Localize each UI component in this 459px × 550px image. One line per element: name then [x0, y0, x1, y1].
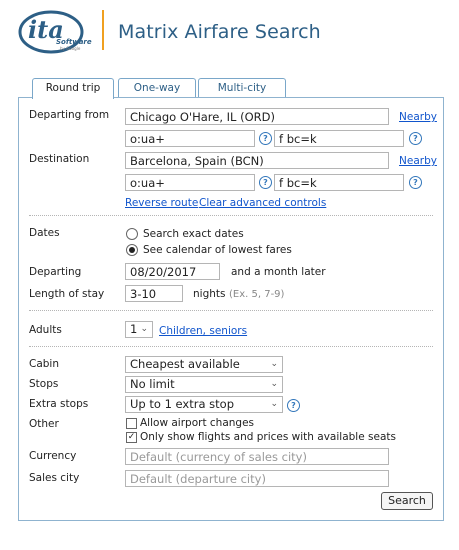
- stops-label: Stops: [29, 378, 59, 390]
- logo-sub: Software: [56, 38, 92, 46]
- exact-dates-label: Search exact dates: [143, 228, 244, 240]
- chevron-down-icon: ⌄: [270, 399, 278, 409]
- currency-input[interactable]: Default (currency of sales city): [125, 448, 389, 465]
- airport-changes-checkbox[interactable]: [126, 418, 137, 429]
- available-seats-checkbox[interactable]: ✓: [127, 432, 136, 442]
- origin-fare-codes-input[interactable]: f bc=k: [274, 130, 404, 147]
- header: [0, 0, 459, 60]
- help-icon[interactable]: ?: [259, 132, 272, 145]
- stops-select[interactable]: [125, 376, 283, 393]
- departing-label: Departing: [29, 266, 82, 278]
- clear-advanced-link[interactable]: Clear advanced controls: [199, 197, 327, 209]
- chevron-down-icon: ⌄: [270, 379, 278, 389]
- month-later-text: and a month later: [231, 266, 326, 278]
- divider: [29, 310, 433, 311]
- dates-label: Dates: [29, 227, 60, 239]
- nights-text: nights: [193, 288, 226, 300]
- stops-value: No limit: [130, 377, 175, 391]
- logo-by: by Google: [60, 46, 81, 51]
- search-button[interactable]: Search: [381, 492, 433, 510]
- destination-input[interactable]: Barcelona, Spain (BCN): [125, 152, 389, 169]
- tab-one-way[interactable]: One-way: [118, 78, 196, 97]
- calendar-dates-label: See calendar of lowest fares: [143, 244, 292, 256]
- sales-city-label: Sales city: [29, 472, 80, 484]
- calendar-dates-radio[interactable]: [126, 244, 138, 256]
- tab-multi-city[interactable]: Multi-city: [198, 78, 286, 97]
- length-of-stay-label: Length of stay: [29, 288, 105, 300]
- chevron-down-icon: ⌄: [270, 359, 278, 369]
- extra-stops-label: Extra stops: [29, 398, 89, 410]
- exact-dates-radio[interactable]: [126, 228, 138, 240]
- adults-label: Adults: [29, 324, 62, 336]
- origin-route-codes-input[interactable]: o:ua+: [125, 130, 255, 147]
- extra-stops-select[interactable]: [125, 396, 283, 413]
- help-icon[interactable]: ?: [259, 176, 272, 189]
- adults-select[interactable]: [125, 321, 153, 338]
- sales-city-input[interactable]: Default (departure city): [125, 470, 389, 487]
- help-icon[interactable]: ?: [409, 176, 422, 189]
- dest-route-codes-input[interactable]: o:ua+: [125, 174, 255, 191]
- chevron-down-icon: ⌄: [140, 324, 148, 334]
- dest-fare-codes-input[interactable]: f bc=k: [274, 174, 404, 191]
- length-of-stay-input[interactable]: 3-10: [125, 285, 183, 302]
- airport-changes-label: Allow airport changes: [140, 417, 255, 429]
- cabin-value: Cheapest available: [130, 357, 240, 371]
- divider: [29, 215, 433, 216]
- other-label: Other: [29, 418, 59, 430]
- origin-nearby-link[interactable]: Nearby: [399, 111, 437, 123]
- divider: [29, 346, 433, 347]
- origin-input[interactable]: Chicago O'Hare, IL (ORD): [125, 108, 389, 125]
- destination-label: Destination: [29, 153, 90, 165]
- departing-date-input[interactable]: 08/20/2017: [125, 263, 220, 280]
- available-seats-label: Only show flights and prices with available seats: [140, 431, 396, 443]
- extra-stops-value: Up to 1 extra stop: [130, 397, 234, 411]
- tab-round-trip[interactable]: Round trip: [32, 78, 114, 99]
- page-title: Matrix Airfare Search: [118, 21, 321, 43]
- stay-example-hint: (Ex. 5, 7-9): [229, 289, 285, 300]
- adults-value: 1: [130, 322, 138, 336]
- children-seniors-link[interactable]: Children, seniors: [159, 325, 248, 337]
- reverse-route-link[interactable]: Reverse route: [125, 197, 199, 209]
- help-icon[interactable]: ?: [287, 399, 300, 412]
- departing-from-label: Departing from: [29, 109, 110, 121]
- ita-software-logo: [18, 10, 92, 54]
- destination-nearby-link[interactable]: Nearby: [399, 155, 437, 167]
- cabin-label: Cabin: [29, 358, 60, 370]
- logo-text: ita: [28, 15, 64, 44]
- currency-label: Currency: [29, 450, 77, 462]
- search-form-panel: [18, 97, 444, 521]
- help-icon[interactable]: ?: [409, 132, 422, 145]
- logo-divider: [102, 10, 104, 50]
- cabin-select[interactable]: [125, 356, 283, 373]
